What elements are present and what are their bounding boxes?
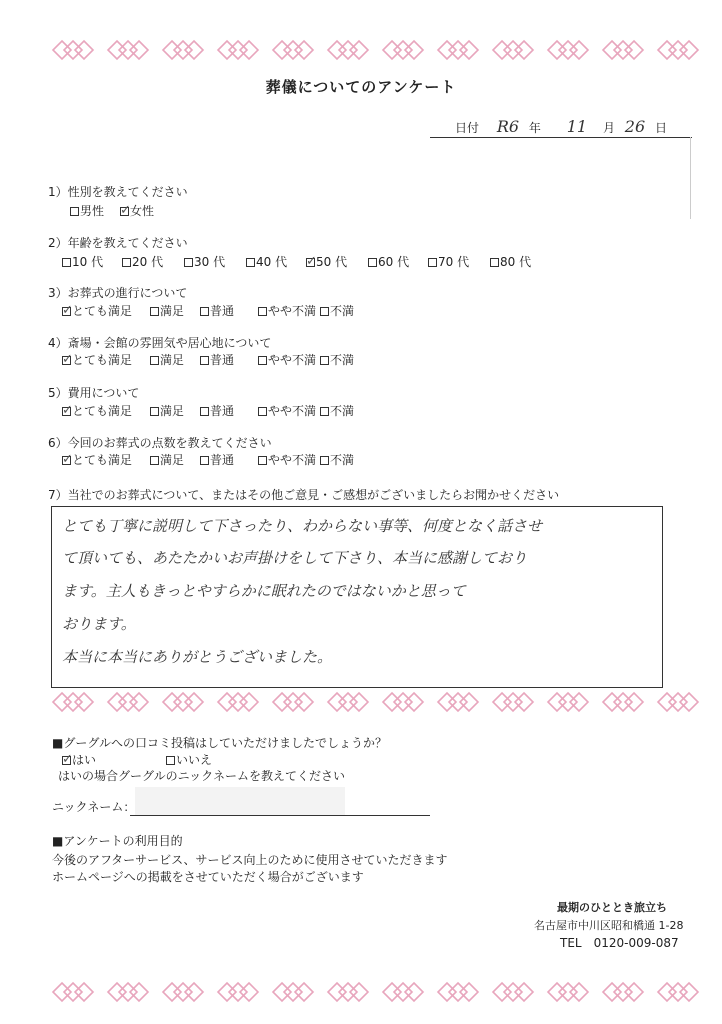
option-label: 不満 <box>330 404 355 418</box>
nickname-label: ニックネーム： <box>52 800 136 814</box>
no-label: いいえ <box>176 753 213 767</box>
option-somewhat-dissatisfied[interactable] <box>258 302 316 319</box>
option-very-satisfied[interactable] <box>62 451 132 468</box>
checkbox[interactable] <box>428 258 437 267</box>
option-age-40s[interactable] <box>246 253 287 270</box>
check-mark-icon: ✓ <box>306 254 317 269</box>
option-label: 70 代 <box>438 255 470 269</box>
option-label: とても満足 <box>72 453 133 467</box>
option-neutral[interactable] <box>200 402 234 419</box>
checkbox-checked[interactable] <box>62 452 73 467</box>
option-label: 普通 <box>210 404 235 418</box>
date-year-label: 年 <box>528 121 541 135</box>
checkbox[interactable] <box>62 258 71 267</box>
check-mark-icon: ✓ <box>120 203 131 218</box>
purpose-heading: ■アンケートの利用目的 <box>52 834 183 848</box>
option-age-60s[interactable] <box>368 253 409 270</box>
checkbox[interactable] <box>70 207 79 216</box>
checkbox[interactable] <box>184 258 193 267</box>
checkbox[interactable] <box>150 356 159 365</box>
option-age-70s[interactable] <box>428 253 469 270</box>
option-neutral[interactable] <box>200 351 234 368</box>
option-label: 普通 <box>210 353 235 367</box>
option-age-50s[interactable] <box>306 253 347 270</box>
decorative-diamond-band-bottom <box>0 979 722 1019</box>
option-label: 満足 <box>160 404 185 418</box>
checkbox[interactable] <box>150 407 159 416</box>
nickname-input-line[interactable] <box>130 815 430 816</box>
option-label: 30 代 <box>194 255 226 269</box>
date-field <box>455 117 685 137</box>
option-somewhat-dissatisfied[interactable] <box>258 451 316 468</box>
option-label: 女性 <box>130 204 155 218</box>
checkbox-checked[interactable] <box>62 403 73 418</box>
option-satisfied[interactable] <box>150 451 184 468</box>
option-label: やや不満 <box>268 453 317 467</box>
option-label: とても満足 <box>72 353 133 367</box>
company-name: 最期のひととき旅立ち <box>557 901 667 914</box>
option-label: 普通 <box>210 453 235 467</box>
checkbox-checked[interactable] <box>120 203 131 218</box>
comment-line: おります。 <box>62 615 136 633</box>
option-dissatisfied[interactable] <box>320 451 354 468</box>
option-label: 60 代 <box>378 255 410 269</box>
option-very-satisfied[interactable] <box>62 302 132 319</box>
question-4-label: 4）斎場・会館の雰囲気や居心地について <box>48 336 272 350</box>
question-2-label: 2）年齢を教えてください <box>48 236 188 250</box>
date-prefix: 日付 <box>455 121 480 135</box>
option-male[interactable] <box>70 202 104 219</box>
checkbox[interactable] <box>166 756 175 765</box>
option-label: 不満 <box>330 453 355 467</box>
date-month-label: 月 <box>602 121 615 135</box>
company-address: 名古屋市中川区昭和橋通 1-28 <box>534 919 684 932</box>
checkbox[interactable] <box>150 456 159 465</box>
comment-line: て頂いても、あたたかいお声掛けをして下さり、本当に感謝しており <box>62 549 528 567</box>
option-age-10s[interactable] <box>62 253 103 270</box>
option-label: 満足 <box>160 453 185 467</box>
checkbox[interactable] <box>246 258 255 267</box>
question-1-label: 1）性別を教えてください <box>48 185 188 199</box>
purpose-line: 今後のアフターサービス、サービス向上のために使用させていただきます <box>52 853 448 867</box>
option-dissatisfied[interactable] <box>320 402 354 419</box>
option-neutral[interactable] <box>200 302 234 319</box>
decorative-diamond-band-middle <box>0 689 722 729</box>
checkbox[interactable] <box>258 356 267 365</box>
checkbox[interactable] <box>320 456 329 465</box>
nickname-redacted-area <box>135 787 345 815</box>
checkbox-checked[interactable] <box>62 352 73 367</box>
check-mark-icon: ✓ <box>62 752 73 767</box>
checkbox-checked[interactable] <box>62 303 73 318</box>
google-review-yes-option[interactable] <box>62 751 96 768</box>
option-satisfied[interactable] <box>150 351 184 368</box>
date-month-value: 11 <box>566 117 588 136</box>
option-label: やや不満 <box>268 304 317 318</box>
purpose-line: ホームページへの掲載をさせていただく場合がございます <box>52 870 364 884</box>
option-dissatisfied[interactable] <box>320 302 354 319</box>
option-label: 10 代 <box>72 255 104 269</box>
checkbox-checked[interactable] <box>62 752 73 767</box>
option-label: 満足 <box>160 304 185 318</box>
check-mark-icon: ✓ <box>62 403 73 418</box>
comment-answer-box[interactable] <box>51 506 663 688</box>
date-era-value: R6 <box>496 117 520 136</box>
option-somewhat-dissatisfied[interactable] <box>258 351 316 368</box>
survey-title: 葬儀についてのアンケート <box>265 78 457 96</box>
decorative-diamond-band-top <box>0 37 722 77</box>
option-label: とても満足 <box>72 404 133 418</box>
check-mark-icon: ✓ <box>62 303 73 318</box>
option-age-80s[interactable] <box>490 253 531 270</box>
checkbox[interactable] <box>200 407 209 416</box>
nickname-prompt: はいの場合グーグルのニックネームを教えてください <box>58 769 346 783</box>
question-7-label: 7）当社でのお葬式について、またはその他ご意見・ご感想がございましたらお聞かせください <box>48 488 560 502</box>
checkbox[interactable] <box>200 356 209 365</box>
date-margin-line <box>690 137 691 219</box>
option-dissatisfied[interactable] <box>320 351 354 368</box>
date-day-value: 26 <box>624 117 646 136</box>
option-label: 男性 <box>80 204 105 218</box>
option-satisfied[interactable] <box>150 302 184 319</box>
option-very-satisfied[interactable] <box>62 402 132 419</box>
option-age-20s[interactable] <box>122 253 163 270</box>
checkbox[interactable] <box>320 356 329 365</box>
check-mark-icon: ✓ <box>62 352 73 367</box>
checkbox[interactable] <box>320 307 329 316</box>
option-label: 50 代 <box>316 255 348 269</box>
option-label: 不満 <box>330 304 355 318</box>
checkbox[interactable] <box>320 407 329 416</box>
checkbox[interactable] <box>258 407 267 416</box>
option-label: 満足 <box>160 353 185 367</box>
option-age-30s[interactable] <box>184 253 225 270</box>
option-label: 20 代 <box>132 255 164 269</box>
comment-line: ます。主人もきっとやすらかに眠れたのではないかと思って <box>62 582 466 600</box>
google-review-heading: ■グーグルへの口コミ投稿はしていただけましたでしょうか？ <box>52 736 387 750</box>
comment-line: 本当に本当にありがとうございました。 <box>62 648 333 666</box>
checkbox[interactable] <box>258 307 267 316</box>
option-label: とても満足 <box>72 304 133 318</box>
checkbox[interactable] <box>200 456 209 465</box>
checkbox[interactable] <box>150 307 159 316</box>
option-label: 40 代 <box>256 255 288 269</box>
option-satisfied[interactable] <box>150 402 184 419</box>
option-neutral[interactable] <box>200 451 234 468</box>
checkbox[interactable] <box>258 456 267 465</box>
option-female[interactable] <box>120 202 154 219</box>
checkbox[interactable] <box>368 258 377 267</box>
checkbox-checked[interactable] <box>306 254 317 269</box>
question-3-label: 3）お葬式の進行について <box>48 286 188 300</box>
option-label: 80 代 <box>500 255 532 269</box>
date-day-label: 日 <box>654 121 667 135</box>
option-label: 普通 <box>210 304 235 318</box>
option-somewhat-dissatisfied[interactable] <box>258 402 316 419</box>
question-6-label: 6）今回のお葬式の点数を教えてください <box>48 436 272 450</box>
checkbox[interactable] <box>122 258 131 267</box>
check-mark-icon: ✓ <box>62 452 73 467</box>
company-tel: TEL 0120-009-087 <box>560 936 679 950</box>
question-5-label: 5）費用について <box>48 386 140 400</box>
date-underline <box>430 137 692 138</box>
google-review-no-option[interactable] <box>166 751 212 768</box>
yes-label: はい <box>72 753 97 767</box>
checkbox[interactable] <box>200 307 209 316</box>
option-label: 不満 <box>330 353 355 367</box>
option-label: やや不満 <box>268 404 317 418</box>
checkbox[interactable] <box>490 258 499 267</box>
option-very-satisfied[interactable] <box>62 351 132 368</box>
option-label: やや不満 <box>268 353 317 367</box>
comment-line: とても丁寧に説明して下さったり、わからない事等、何度となく話させ <box>62 517 543 535</box>
